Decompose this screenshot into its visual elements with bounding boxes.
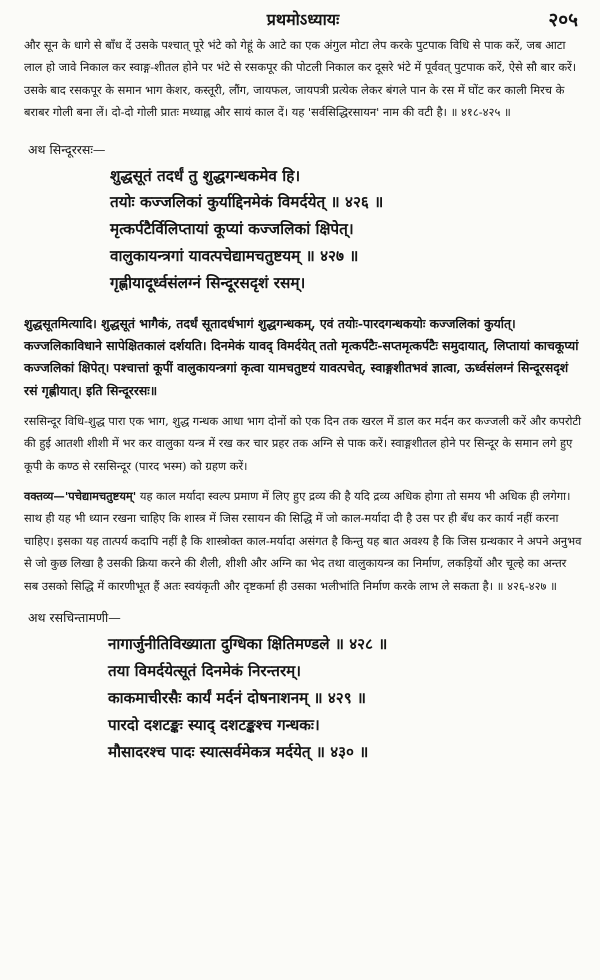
note-paragraph	[24, 485, 582, 597]
verse-line: शुद्धसूतं तदर्धं तु शुद्धगन्धकमेव हि।	[110, 166, 301, 185]
intro-paragraph: और सून के धागे से बाँध दें उसके पश्चात् पूरे भंटे को गेहूं के आटे का एक अंगुल मोटा लेप करके पुटपाक विधि से पाक करें, जब आटा लाल हो जावे निकाल कर स्वाङ्ग-शीतल होने पर भंटे से रसकपूर की पोटली निकाल कर दूसरे भंटे में पूर्ववत् पुटपाक करें, ऐसे सौ बार करें। उसके बाद रसकपूर के समान भाग केशर, कस्तूरी, लौंग, जायफल, जायपत्री प्रत्येक लेकर बंगले पान के रस में घोंट कर काली मिरच के बराबर गोली बना लें। दो-दो गोली प्रातः मध्याह्न और सायं काल दें। यह 'सर्वसिद्धिरसायन' नाम की वटी है। ॥ ४१८-४२५ ॥	[24, 38, 577, 120]
verse-block-sindura-rasa	[110, 163, 582, 297]
page-number: २०५	[548, 9, 578, 31]
running-header	[24, 6, 582, 34]
verse-line: काकमाचीरसैः कार्यं मर्दनं दोषनाशनम् ॥ ४२९ ॥	[108, 689, 366, 708]
verse-line: गृह्णीयादूर्ध्वसंलग्नं सिन्दूरसदृशं रसम्।	[110, 273, 306, 292]
chapter-title: प्रथमोऽध्यायः	[266, 10, 340, 29]
verse-line: मृत्कर्पटैर्विलिप्तायां कूप्यां कज्जलिकां क्षिपेत्।	[110, 220, 354, 239]
section-heading-rasa-chintamani: अथ रसचिन्तामणी—	[28, 610, 121, 626]
note-label: वक्तव्य—'पचेद्यामचतुष्टयम्'	[24, 489, 137, 504]
verse-line: पारदो दशटङ्कः स्याद् दशटङ्कश्च गन्धकः।	[108, 716, 320, 735]
sanskrit-commentary: शुद्धसूतमित्यादि। शुद्धसूतं भागैकं, तदर्धं सूतादर्धभागं शुद्धगन्धकम्, एवं तयोः-पारदगन्धकयोः कज्जलिकां कुर्यात्। कज्जलिकाविधाने सापेक्षितकालं दर्शयति। दिनमेकं यावद् विमर्दयेत् ततो मृत्कर्पटैः-सप्तमृत्कर्पटैः समुदायात्, लिप्तायां काचकूप्यां कज्जलिकां क्षिपेत्। पश्चात्तां कूपीं वालुकायन्त्रगां कृत्वा यामचतुष्टयं यावत्पचेत्, स्वाङ्गशीतभवं ज्ञात्वा, ऊर्ध्वसंलग्नं सिन्दूरसदृशं रसं गृह्णीयात्। इति सिन्दूररसः॥	[24, 315, 579, 398]
verse-line: तया विमर्दयेत्सूतं दिनमेकं निरन्तरम्।	[108, 662, 301, 681]
section-heading-sindura-rasa: अथ सिन्दूररसः—	[28, 141, 106, 157]
verse-block-rasa-chintamani	[108, 631, 582, 766]
verse-line: नागार्जुनीतिविख्याता दुग्धिका क्षितिमण्डले ॥ ४२८ ॥	[108, 635, 388, 654]
verse-line: मौसादरश्च पादः स्यात्सर्वमेकत्र मर्दयेत् ॥ ४३० ॥	[108, 743, 369, 762]
verse-line: तयोः कज्जलिकां कुर्याद्दिनमेकं विमर्दयेत् ॥ ४२६ ॥	[110, 193, 384, 212]
note-text: यह काल मर्यादा स्वल्प प्रमाण में लिए हुए द्रव्य की है यदि द्रव्य अधिक होगा तो समय भी अधिक ही लगेगा। साथ ही यह भी ध्यान रखना चाहिए कि शास्त्र में जिस रसायन की सिद्धि में जो काल-मर्यादा दी है उस पर ही बँध कर कार्य नहीं करना चाहिए। इसका यह तात्पर्य कदापि नहीं है कि शास्त्रोक्त काल-मर्यादा असंगत है किन्तु यह बात अवश्य है कि जिस ग्रन्थकार ने अपने अनुभव से जो कुछ लिखा है उसकी क्रिया करने की शैली, शीशी और अग्नि का भेद तथा वालुकायन्त्र का निर्माण, लकड़ियों और चूल्हे का अन्तर सब उसको सिद्धि में कारणीभूत हैं अतः स्वयंकृती और दृष्टकर्मा ही उसका भलीभांति निर्माण करके लाभ ले सकता है। ॥ ४२६-४२७ ॥	[24, 489, 582, 593]
verse-line: वालुकायन्त्रगां यावत्पचेद्यामचतुष्टयम् ॥ ४२७ ॥	[110, 247, 359, 266]
hindi-explanation: रससिन्दूर विधि-शुद्ध पारा एक भाग, शुद्ध गन्धक आधा भाग दोनों को एक दिन तक खरल में डाल कर मर्दन कर कज्जली करें और कपरोटी की हुई आतशी शीशी में भर कर वालुका यन्त्र में रख कर चार प्रहर तक अग्नि से पाक करें। स्वाङ्गशीतल होने पर सिन्दूर के समान लगे हुए कूपी के कण्ठ से रससिन्दूर (पारद भस्म) को ग्रहण करें।	[24, 413, 582, 473]
